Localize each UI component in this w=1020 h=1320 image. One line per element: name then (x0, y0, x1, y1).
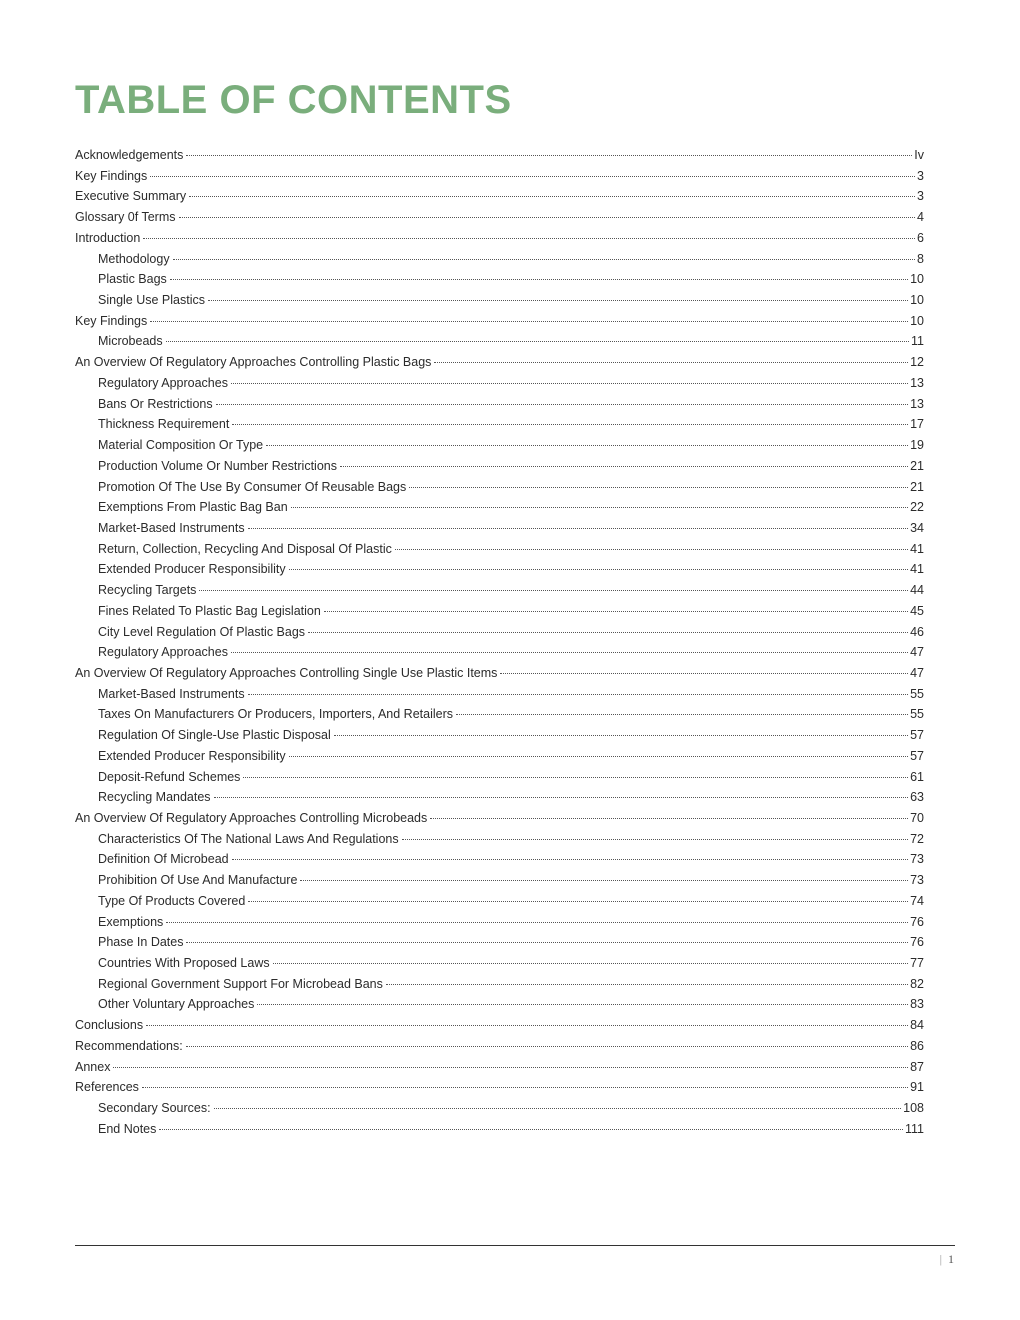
toc-dot-leader (214, 796, 909, 798)
toc-entry-page-number: 108 (903, 1101, 924, 1116)
toc-entry-page-number: 22 (910, 500, 924, 515)
toc-entry[interactable] (75, 186, 924, 207)
toc-entry-page-number: 3 (917, 189, 924, 204)
toc-dot-leader (334, 734, 908, 736)
toc-entry-page-number: 83 (910, 997, 924, 1012)
toc-entry-page-number: 3 (917, 168, 924, 183)
toc-entry-page-number: 12 (910, 355, 924, 370)
toc-entry-label: Regulation Of Single-Use Plastic Disposal (98, 728, 331, 743)
toc-dot-leader (300, 879, 908, 881)
toc-entry[interactable] (75, 1057, 924, 1078)
toc-entry-page-number: 57 (910, 728, 924, 743)
toc-dot-leader (500, 672, 908, 674)
toc-entry[interactable] (75, 435, 924, 456)
toc-entry-label: Regional Government Support For Microbead Bans (98, 976, 383, 991)
toc-entry[interactable] (75, 207, 924, 228)
toc-entry-label: An Overview Of Regulatory Approaches Controlling Single Use Plastic Items (75, 665, 498, 680)
toc-entry-page-number: 76 (910, 935, 924, 950)
toc-entry[interactable] (75, 704, 924, 725)
table-of-contents (75, 145, 924, 1140)
toc-entry-label: Fines Related To Plastic Bag Legislation (98, 603, 321, 618)
toc-entry[interactable] (75, 394, 924, 415)
toc-entry[interactable] (75, 870, 924, 891)
toc-entry-page-number: 13 (910, 375, 924, 390)
toc-entry[interactable] (75, 331, 924, 352)
toc-entry-label: Executive Summary (75, 189, 187, 204)
toc-dot-leader (289, 755, 908, 757)
toc-entry-label: Glossary 0f Terms (75, 210, 176, 225)
toc-entry-page-number: 55 (910, 707, 924, 722)
toc-entry[interactable] (75, 518, 924, 539)
toc-entry[interactable] (75, 269, 924, 290)
toc-entry-label: End Notes (98, 1121, 157, 1136)
toc-entry-label: Prohibition Of Use And Manufacture (98, 873, 298, 888)
toc-entry-page-number: 21 (910, 479, 924, 494)
toc-entry-page-number: 21 (910, 458, 924, 473)
toc-dot-leader (248, 693, 909, 695)
toc-entry[interactable] (75, 477, 924, 498)
toc-entry[interactable] (75, 1098, 924, 1119)
toc-entry-label: Secondary Sources: (98, 1101, 211, 1116)
toc-dot-leader (291, 506, 908, 508)
toc-entry-label: Plastic Bags (98, 272, 167, 287)
toc-dot-leader (150, 175, 915, 177)
toc-entry[interactable] (75, 953, 924, 974)
toc-entry-page-number: 44 (910, 583, 924, 598)
toc-entry-label: Type Of Products Covered (98, 893, 246, 908)
toc-entry-label: Key Findings (75, 313, 148, 328)
toc-entry-label: Extended Producer Responsibility (98, 748, 286, 763)
toc-dot-leader (289, 568, 908, 570)
toc-entry-page-number: 73 (910, 852, 924, 867)
toc-entry-page-number: 4 (917, 210, 924, 225)
toc-entry-page-number: 10 (910, 293, 924, 308)
toc-entry-page-number: 82 (910, 976, 924, 991)
toc-entry[interactable] (75, 829, 924, 850)
toc-entry[interactable] (75, 1015, 924, 1036)
toc-dot-leader (189, 195, 915, 197)
toc-entry-page-number: 76 (910, 914, 924, 929)
footer-separator: | (939, 1252, 942, 1266)
toc-entry-label: City Level Regulation Of Plastic Bags (98, 624, 306, 639)
toc-dot-leader (308, 631, 908, 633)
toc-entry-page-number: 13 (910, 396, 924, 411)
toc-entry-label: Conclusions (75, 1018, 144, 1033)
toc-entry-label: Deposit-Refund Schemes (98, 769, 241, 784)
toc-entry-label: Introduction (75, 230, 141, 245)
toc-entry-label: Production Volume Or Number Restrictions (98, 458, 337, 473)
toc-entry-label: Thickness Requirement (98, 417, 230, 432)
toc-entry[interactable] (75, 932, 924, 953)
toc-entry[interactable] (75, 622, 924, 643)
toc-entry-page-number: 91 (910, 1080, 924, 1095)
toc-entry[interactable] (75, 580, 924, 601)
toc-dot-leader (186, 941, 908, 943)
toc-entry-label: Material Composition Or Type (98, 438, 264, 453)
toc-dot-leader (179, 216, 916, 218)
toc-entry-page-number: 41 (910, 541, 924, 556)
toc-entry-label: Other Voluntary Approaches (98, 997, 255, 1012)
toc-dot-leader (340, 465, 908, 467)
toc-entry[interactable] (75, 497, 924, 518)
toc-dot-leader (214, 1107, 902, 1109)
toc-dot-leader (208, 299, 908, 301)
toc-entry-label: References (75, 1080, 139, 1095)
toc-entry[interactable] (75, 311, 924, 332)
toc-dot-leader (386, 983, 908, 985)
toc-entry-page-number: 84 (910, 1018, 924, 1033)
toc-entry[interactable] (75, 539, 924, 560)
toc-entry-label: Recommendations: (75, 1038, 183, 1053)
toc-entry-label: An Overview Of Regulatory Approaches Controlling Microbeads (75, 811, 428, 825)
toc-entry[interactable] (75, 249, 924, 270)
toc-dot-leader (324, 610, 908, 612)
toc-entry-label: Exemptions (98, 914, 164, 929)
toc-dot-leader (166, 921, 908, 923)
toc-entry[interactable] (75, 228, 924, 249)
toc-dot-leader (170, 278, 908, 280)
toc-dot-leader (395, 548, 908, 550)
toc-dot-leader (456, 713, 908, 715)
toc-entry-label: Bans Or Restrictions (98, 396, 213, 411)
toc-entry[interactable] (75, 891, 924, 912)
toc-entry-page-number: 72 (910, 831, 924, 846)
toc-dot-leader (232, 858, 908, 860)
toc-dot-leader (273, 962, 908, 964)
toc-entry-label: Market-Based Instruments (98, 520, 245, 535)
toc-entry-page-number: 17 (910, 417, 924, 432)
footer-page-number: 1 (948, 1252, 954, 1266)
toc-entry-label: Regulatory Approaches (98, 645, 228, 660)
toc-entry-page-number: 86 (910, 1038, 924, 1053)
toc-entry-page-number: Iv (914, 148, 924, 162)
page-title: TABLE OF CONTENTS (75, 78, 512, 122)
toc-entry-label: Methodology (98, 251, 170, 266)
toc-dot-leader (257, 1003, 908, 1005)
toc-entry[interactable] (75, 642, 924, 663)
toc-entry[interactable] (75, 663, 924, 684)
toc-entry-page-number: 19 (910, 438, 924, 453)
toc-entry-label: Return, Collection, Recycling And Disposal Of Plastic (98, 541, 392, 556)
toc-dot-leader (434, 361, 908, 363)
toc-dot-leader (409, 486, 908, 488)
toc-entry[interactable] (75, 1119, 924, 1140)
toc-entry[interactable] (75, 746, 924, 767)
toc-dot-leader (199, 589, 908, 591)
toc-entry-page-number: 47 (910, 665, 924, 680)
toc-dot-leader (146, 1024, 908, 1026)
toc-dot-leader (159, 1128, 903, 1130)
toc-entry-page-number: 46 (910, 624, 924, 639)
toc-entry-page-number: 47 (910, 645, 924, 660)
toc-entry-page-number: 61 (910, 769, 924, 784)
toc-entry-page-number: 70 (910, 811, 924, 825)
toc-entry[interactable] (75, 601, 924, 622)
toc-entry-page-number: 11 (911, 334, 924, 349)
toc-dot-leader (231, 651, 908, 653)
toc-entry[interactable] (75, 994, 924, 1015)
toc-entry[interactable] (75, 974, 924, 995)
toc-entry-label: Exemptions From Plastic Bag Ban (98, 500, 288, 515)
toc-entry[interactable] (75, 787, 924, 808)
toc-entry-label: Phase In Dates (98, 935, 184, 950)
toc-entry-page-number: 8 (917, 251, 924, 266)
toc-dot-leader (186, 154, 912, 156)
toc-entry[interactable] (75, 352, 924, 373)
toc-entry-label: Acknowledgements (75, 148, 184, 162)
toc-entry-page-number: 10 (910, 272, 924, 287)
toc-dot-leader (143, 237, 915, 239)
toc-entry-label: Recycling Mandates (98, 790, 211, 805)
toc-entry-label: Definition Of Microbead (98, 852, 229, 867)
footer-divider (75, 1245, 955, 1246)
toc-entry[interactable] (75, 767, 924, 788)
toc-entry-page-number: 10 (910, 313, 924, 328)
toc-entry[interactable] (75, 290, 924, 311)
toc-entry-page-number: 41 (910, 562, 924, 577)
toc-entry[interactable] (75, 166, 924, 187)
toc-dot-leader (113, 1066, 908, 1068)
footer (940, 1252, 954, 1267)
toc-entry[interactable] (75, 373, 924, 394)
toc-entry-label: Promotion Of The Use By Consumer Of Reusable Bags (98, 479, 407, 494)
toc-entry-label: Taxes On Manufacturers Or Producers, Importers, And Retailers (98, 707, 453, 722)
toc-entry[interactable] (75, 456, 924, 477)
toc-entry[interactable] (75, 559, 924, 580)
toc-entry-page-number: 63 (910, 790, 924, 805)
toc-entry-label: Key Findings (75, 168, 148, 183)
toc-entry-page-number: 77 (910, 956, 924, 971)
toc-entry-label: Single Use Plastics (98, 293, 205, 308)
toc-dot-leader (150, 320, 908, 322)
toc-entry-label: An Overview Of Regulatory Approaches Controlling Plastic Bags (75, 355, 432, 370)
toc-entry-label: Characteristics Of The National Laws And Regulations (98, 831, 399, 846)
toc-entry-label: Regulatory Approaches (98, 375, 228, 390)
toc-entry-page-number: 111 (904, 1121, 924, 1136)
toc-dot-leader (430, 817, 908, 819)
toc-entry-page-number: 45 (910, 603, 924, 618)
toc-dot-leader (248, 900, 908, 902)
toc-entry-label: Countries With Proposed Laws (98, 956, 270, 971)
toc-entry-label: Annex (75, 1059, 111, 1074)
toc-entry[interactable] (75, 725, 924, 746)
toc-dot-leader (243, 776, 908, 778)
toc-entry[interactable] (75, 145, 924, 166)
toc-entry[interactable] (75, 684, 924, 705)
toc-entry-page-number: 55 (910, 686, 924, 701)
toc-dot-leader (166, 340, 909, 342)
toc-entry[interactable] (75, 1077, 924, 1098)
toc-entry-page-number: 73 (910, 873, 924, 888)
toc-dot-leader (216, 403, 908, 405)
toc-dot-leader (142, 1086, 908, 1088)
toc-dot-leader (248, 527, 909, 529)
toc-entry-page-number: 57 (910, 748, 924, 763)
toc-dot-leader (266, 444, 908, 446)
toc-entry-label: Market-Based Instruments (98, 686, 245, 701)
toc-entry-page-number: 6 (917, 230, 924, 245)
toc-entry-label: Recycling Targets (98, 583, 197, 598)
toc-dot-leader (232, 423, 908, 425)
toc-dot-leader (402, 838, 908, 840)
toc-dot-leader (186, 1045, 908, 1047)
toc-entry[interactable] (75, 1036, 924, 1057)
toc-entry[interactable] (75, 414, 924, 435)
toc-entry-page-number: 74 (910, 893, 924, 908)
toc-entry-page-number: 87 (910, 1059, 924, 1074)
toc-entry-label: Extended Producer Responsibility (98, 562, 286, 577)
toc-entry-page-number: 34 (910, 520, 924, 535)
toc-entry[interactable] (75, 849, 924, 870)
toc-entry[interactable] (75, 808, 924, 829)
toc-dot-leader (173, 258, 915, 260)
toc-entry-label: Microbeads (98, 334, 163, 349)
toc-dot-leader (231, 382, 908, 384)
toc-entry[interactable] (75, 912, 924, 933)
